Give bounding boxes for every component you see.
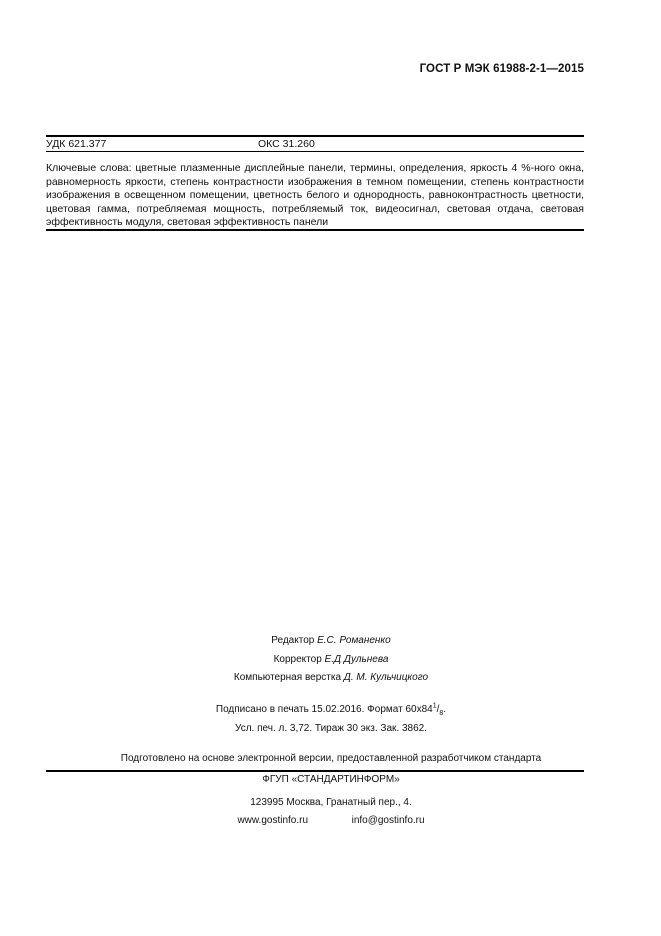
publisher-address: 123995 Москва, Гранатный пер., 4. <box>250 797 412 808</box>
format-superscript: 1 <box>432 702 437 710</box>
print-details: Усл. печ. л. 3,72. Тираж 30 экз. Зак. 3862. <box>235 723 427 734</box>
keywords-paragraph: Ключевые слова: цветные плазменные дисплейные панели, термины, определения, яркость 4 %-ного окна, равномерность яркости, степень контрастности изображения в темном помещении, степень контрастности изображения в освещенном помещении, цветность белого и однородность, равноконтрастность цветности, цветовая гамма, потребляемая мощность, потребляемый ток, видеосигнал, световая отдача, световая эффективность модуля, световая эффективность панели <box>46 162 584 229</box>
editor-label: Редактор <box>271 635 315 646</box>
corrector-label: Корректор <box>273 654 322 665</box>
editor-line <box>46 635 616 646</box>
publisher-name: ФГУП «СТАНДАРТИНФОРМ» <box>262 774 400 785</box>
editor-name: Е.С. Романенко <box>317 635 391 646</box>
contact-line <box>46 815 616 826</box>
udk-code: УДК 621.377 <box>46 138 107 150</box>
corrector-line <box>46 654 616 665</box>
layout-name: Д. М. Кульчицкого <box>343 672 429 683</box>
keywords-bottom-rule <box>46 229 584 231</box>
classification-rule <box>46 151 584 152</box>
signed-end: . <box>443 704 447 715</box>
signed-text: Подписано в печать 15.02.2016. Формат 60x84 <box>215 704 433 715</box>
corrector-name: Е.Д Дульнева <box>324 654 389 665</box>
standard-code: ГОСТ Р МЭК 61988-2-1—2015 <box>419 63 584 75</box>
email-link[interactable]: info@gostinfo.ru <box>351 815 425 826</box>
signed-line: Подписано в печать 15.02.2016. Формат $60x84^1/_8$. <box>215 702 447 717</box>
oks-code: ОКС 31.260 <box>258 138 315 150</box>
layout-label: Компьютерная верстка <box>233 672 342 683</box>
format-subscript: 8 <box>439 710 444 717</box>
imprint-rule <box>46 770 584 772</box>
layout-line <box>46 672 616 683</box>
website-link[interactable]: www.gostinfo.ru <box>237 815 309 826</box>
prepared-note: Подготовлено на основе электронной версии, предоставленной разработчиком стандарта <box>120 753 542 764</box>
top-rule <box>46 135 584 137</box>
